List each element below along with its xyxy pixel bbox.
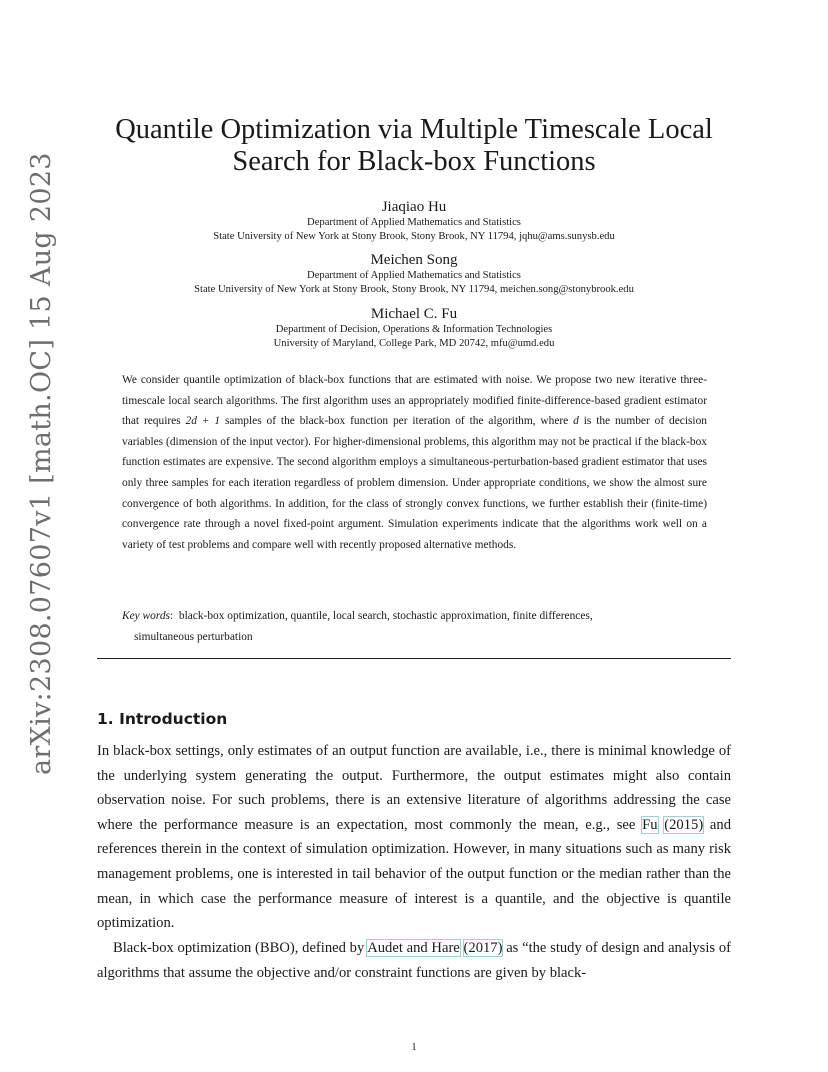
keywords-label: Key words [122, 610, 170, 622]
page-number: 1 [411, 1042, 417, 1053]
title-line-2: Search for Black-box Functions [232, 146, 596, 177]
author-department: Department of Applied Mathematics and Statistics [307, 217, 521, 228]
author-department: Department of Applied Mathematics and Statistics [307, 270, 521, 281]
author-institution: State University of New York at Stony Brook, Stony Brook, NY 11794, meichen.song@stonybrook.edu [194, 284, 634, 295]
author-department: Department of Decision, Operations & Information Technologies [275, 324, 553, 335]
citation-audet-hare[interactable]: Audet and Hare [367, 940, 460, 956]
paragraph-text: In black-box settings, only estimates of an output function are available, i.e., there is minimal knowledge of the underlying system generating the output. Furthermore, the output estimates might also contain observation noise. For such problems, there is an extensive literature of algorithms addressing the case where the performance measure is an expectation, most commonly the mean, e.g., see [97, 743, 731, 833]
author-block-3 [60, 305, 768, 351]
abstract-math: d [573, 415, 579, 428]
paragraph-text: and references therein in the context of simulation optimization. However, in many situations such as many risk management problems, one is interested in tail behavior of the output function or the median rather than the mean, in which case the performance measure of interest is a quantile, and the objective is quantile optimization. [97, 816, 731, 932]
intro-paragraph-1 [97, 739, 731, 936]
paragraph-text: Black-box optimization (BBO), defined by [113, 940, 368, 956]
abstract-text: samples of the black-box function per iteration of the algorithm, where [220, 415, 574, 428]
keywords-line-1: black-box optimization, quantile, local search, stochastic approximation, finite differences, [178, 610, 593, 622]
abstract-text: is the number of decision variables (dimension of the input vector). For higher-dimensional problems, this algorithm may not be practical if the black-box function estimates are expensive. The second algorithm employs a simultaneous-perturbation-based gradient estimator that uses only three samples for each iteration regardless of problem dimension. Under appropriate conditions, we show the almost sure convergence of both algorithms. In addition, for the class of strongly convex functions, we further establish their (finite-time) convergence rate through a novel fixed-point argument. Simulation experiments indicate that the algorithms work well on a variety of test problems and compare well with recently proposed alternative methods. [122, 415, 707, 551]
keywords: Key words: black-box optimization, quantile, local search, stochastic approximation, finite differences, simultaneous perturbation [122, 606, 707, 647]
author-name: Michael C. Fu [370, 306, 458, 322]
abstract [122, 370, 707, 555]
abstract-math: 2d + 1 [185, 415, 221, 428]
keywords-line-2: simultaneous perturbation [134, 630, 253, 643]
author-block-1 [60, 198, 768, 244]
horizontal-rule [97, 658, 731, 659]
arxiv-identifier: arXiv:2308.07607v1 [math.OC] 15 Aug 2023 [26, 152, 57, 775]
author-block-2 [60, 251, 768, 297]
abstract-text: We consider quantile optimization of black-box functions that are estimated with noise. We propose two new iterative three-timescale local search algorithms. The first algorithm uses an appropriately modified finite-difference-based gradient estimator that requires [122, 374, 707, 428]
author-institution: University of Maryland, College Park, MD 20742, mfu@umd.edu [273, 338, 555, 349]
citation-fu[interactable]: Fu [642, 816, 658, 833]
arxiv-sidebar-stamp [22, 152, 62, 775]
author-institution: State University of New York at Stony Brook, Stony Brook, NY 11794, jqhu@ams.sunysb.edu [213, 231, 615, 242]
citation-audet-hare-year[interactable]: (2017) [463, 940, 503, 956]
section-heading: 1. Introduction [97, 710, 228, 728]
author-name: Jiaqiao Hu [381, 199, 447, 215]
title-line-1: Quantile Optimization via Multiple Timescale Local [115, 114, 713, 145]
intro-paragraph-2 [97, 936, 731, 985]
author-name: Meichen Song [370, 252, 458, 268]
paragraph-text: as “the study of design and analysis of algorithms that assume the objective and/or constraint functions are given by black- [97, 940, 731, 981]
paper-title [60, 114, 768, 178]
citation-fu-year[interactable]: (2015) [664, 816, 704, 833]
